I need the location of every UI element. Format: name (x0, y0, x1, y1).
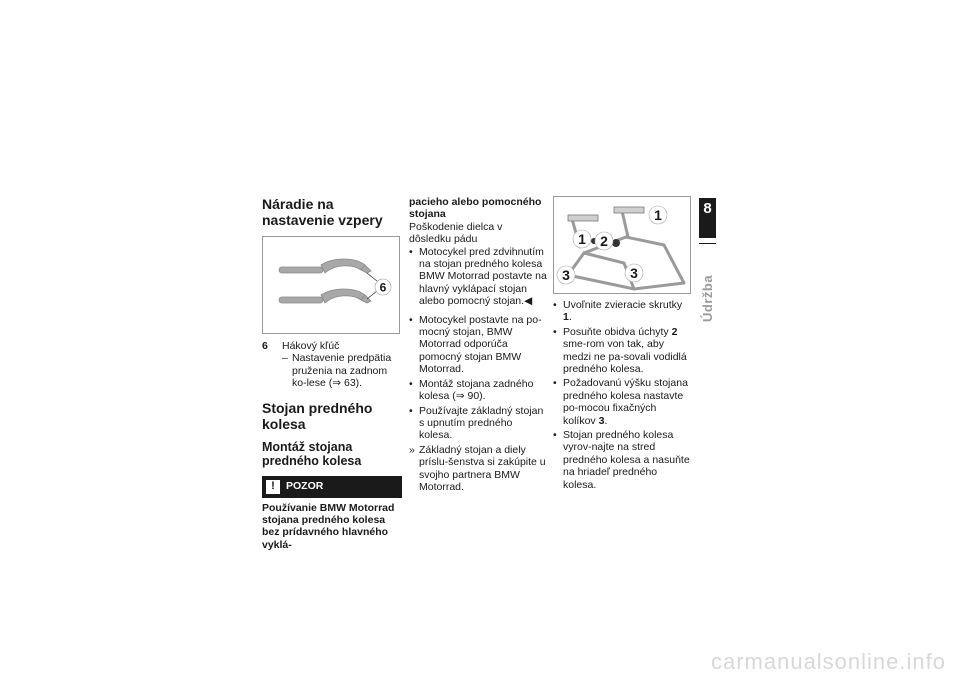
column-1 (262, 196, 402, 551)
list-item: • Posuňte obidva úchyty 2 sme-rom von tak, aby medzi ne pa-sovali vodidlá predného kolesa. (553, 326, 691, 376)
legend-text: Hákový kľúč (282, 340, 340, 352)
callout-3b: 3 (630, 265, 638, 281)
hook-wrench-illustration (263, 237, 399, 333)
list-item: • Stojan predného kolesa vyrov-najte na stred predného kolesa a nasuňte na hriadeľ predného kolesa. (553, 429, 691, 491)
chapter-number: 8 (703, 200, 712, 217)
list-item: • Montáž stojana zadného kolesa (⇒ 90). (409, 378, 547, 403)
subsection-heading-mount: Montáž stojana predného kolesa (262, 439, 362, 468)
callout-2: 2 (600, 233, 608, 249)
figure-front-stand (553, 196, 691, 294)
callout-1b: 1 (578, 231, 586, 247)
warning-banner (262, 476, 402, 498)
column-3 (553, 196, 691, 493)
front-wheel-stand-illustration (554, 197, 690, 293)
callout-1a: 1 (654, 207, 662, 223)
warning-label: POZOR (286, 480, 324, 493)
list-item: • Motocykel postavte na po-mocný stojan, BMW Motorrad odporúča pomocný stojan BMW Motorrad. (409, 314, 547, 376)
warning-continuation: pacieho alebo pomocného stojana (409, 196, 542, 221)
callout-3a: 3 (562, 267, 570, 283)
legend-number: 6 (262, 340, 268, 352)
chapter-side-label: Údržba (700, 274, 715, 322)
page-number: 89 (702, 228, 713, 238)
list-item: • Používajte základný stojan s upnutím predného kolesa. (409, 405, 547, 442)
column-2 (409, 196, 547, 495)
list-item: • Motocykel pred zdvihnutím na stojan predného kolesa BMW Motorrad postavte na hlavný vyklápací stojan alebo pomocný stojan.◀ (409, 246, 547, 308)
watermark: carmanualsonline.info (710, 649, 946, 674)
instruction-list-1 (409, 246, 547, 494)
figure-hook-wrench (262, 236, 400, 334)
instruction-list-2 (553, 299, 691, 491)
section-heading-front-stand: Stojan predného kolesa (262, 399, 373, 432)
list-item: • Uvoľnite zvieracie skrutky 1. (553, 299, 691, 324)
list-item: • Požadovanú výšku stojana predného kolesa nastavte po-mocou fixačných kolíkov 3. (553, 377, 691, 427)
section-heading-tools: Náradie na nastavenie vzpery (262, 196, 383, 228)
chapter-rule (699, 243, 716, 244)
warning-consequence: Poškodenie dielca v dôsledku pádu (409, 220, 503, 246)
legend-subtext: Nastavenie predpätia pruženia na zadnom ko-lese (⇒ 63). (292, 352, 392, 390)
figure1-callout-6: 6 (379, 280, 387, 295)
dash-marker: – (282, 352, 288, 365)
list-item-result: » Základný stojan a diely príslu-šenstva si zakúpite u svojho partnera BMW Motorrad. (409, 444, 547, 494)
warning-icon: ! (266, 480, 280, 494)
legend-item-6 (262, 340, 402, 390)
warning-text: Používanie BMW Motorrad stojana predného kolesa bez prídavného hlavného vyklá- (262, 501, 395, 551)
